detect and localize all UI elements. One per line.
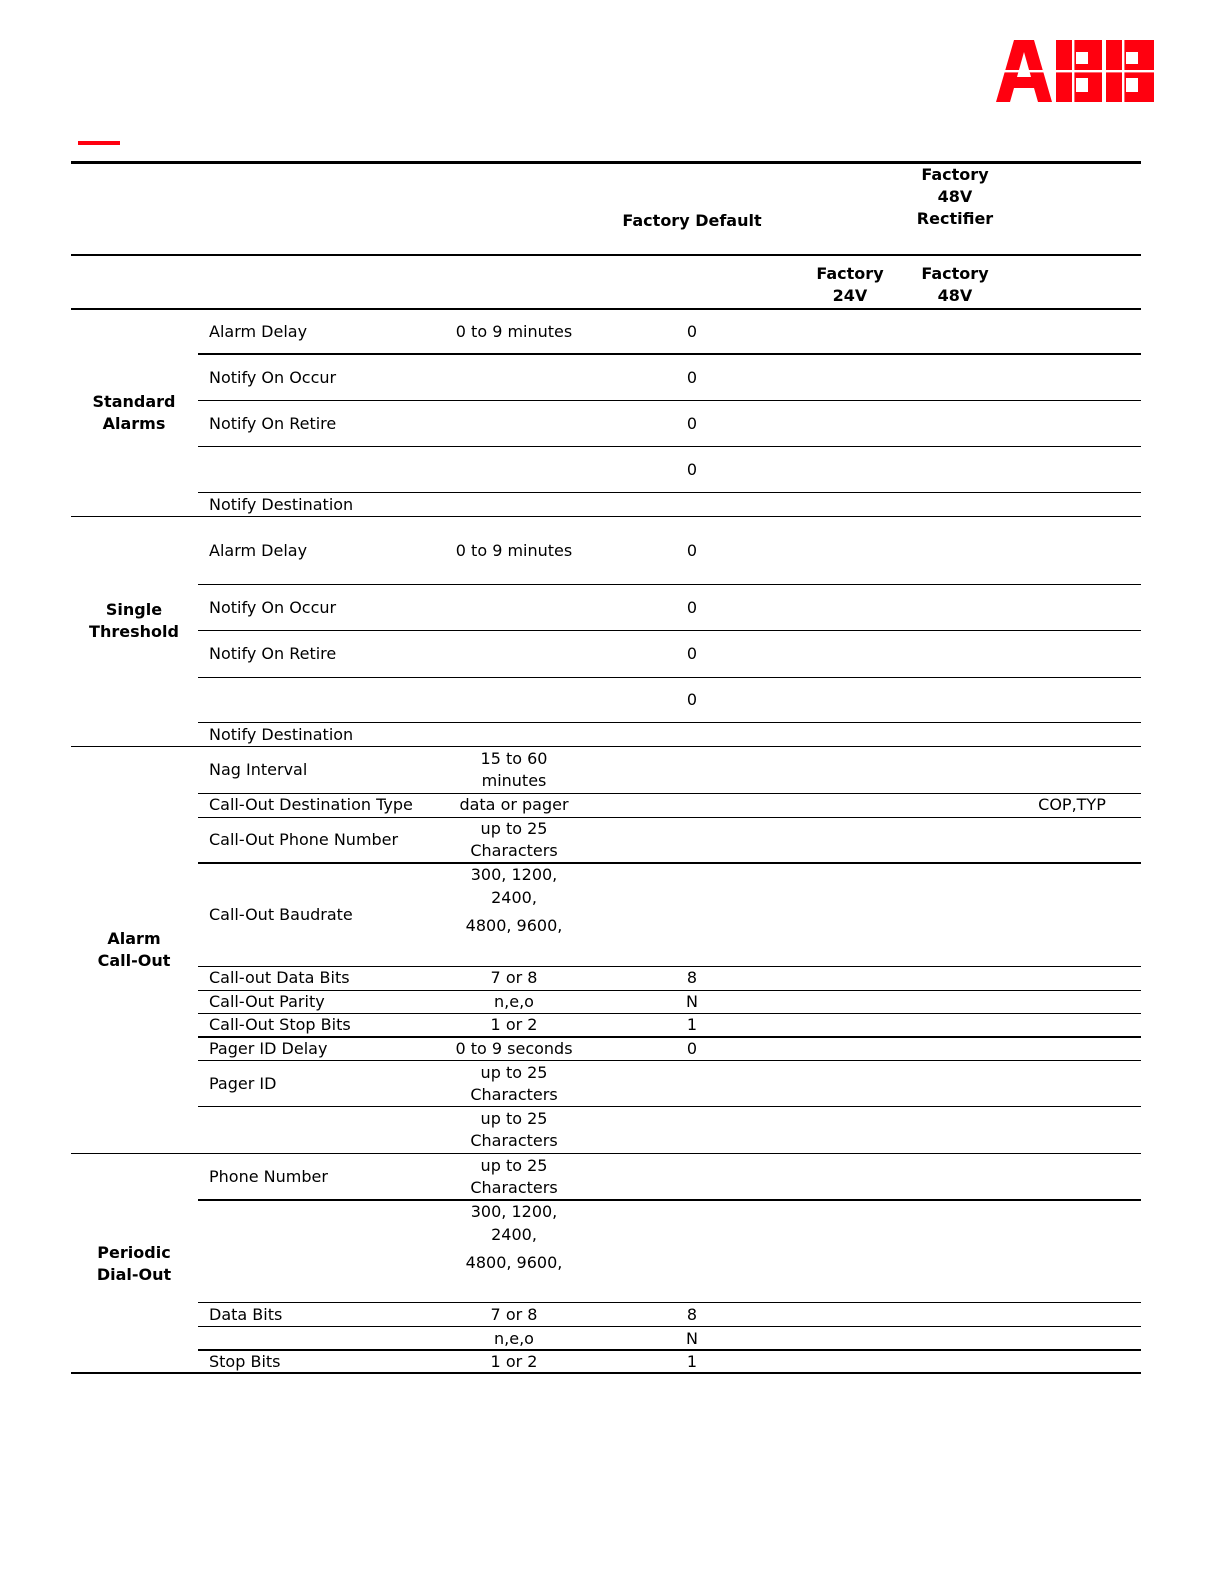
row-rule xyxy=(198,400,1141,401)
range-value: 7 or 8 xyxy=(490,1305,538,1324)
range-value: 0 to 9 minutes xyxy=(455,541,573,560)
default-value: 0 xyxy=(686,322,698,341)
default-value: N xyxy=(686,1329,698,1348)
param-label: Pager ID Delay xyxy=(209,1039,328,1058)
range-value: 1 or 2 xyxy=(490,1352,538,1371)
extra-value: COP,TYP xyxy=(1038,795,1106,814)
section-rule xyxy=(71,516,1141,517)
row-rule xyxy=(198,492,1141,493)
row-rule xyxy=(198,1106,1141,1107)
section-title-alarm-callout: Alarm Call-Out xyxy=(97,929,171,970)
param-label: Nag Interval xyxy=(209,760,308,779)
row-rule xyxy=(198,1349,1141,1351)
abb-logo xyxy=(996,40,1156,104)
param-label: Call-Out Destination Type xyxy=(209,795,413,814)
param-label: Notify Destination xyxy=(209,495,354,514)
param-label: Phone Number xyxy=(209,1167,328,1186)
param-label: Notify On Retire xyxy=(209,414,337,433)
default-value: 0 xyxy=(686,690,698,709)
param-label: Stop Bits xyxy=(209,1352,281,1371)
section-title-single-threshold: Single Threshold xyxy=(89,600,179,641)
header-factory-48v: Factory 48V xyxy=(921,264,989,305)
section-title-periodic-dialout: Periodic Dial-Out xyxy=(96,1243,172,1284)
range-value: 0 to 9 minutes xyxy=(455,322,573,341)
param-label: Notify On Occur xyxy=(209,598,337,617)
range-value: 7 or 8 xyxy=(490,968,538,987)
range-value: n,e,o xyxy=(494,1329,534,1348)
param-label: Call-Out Phone Number xyxy=(209,830,399,849)
section-title-standard-alarms: Standard Alarms xyxy=(92,392,176,433)
param-label: Call-Out Parity xyxy=(209,992,325,1011)
header-rule xyxy=(71,254,1141,256)
row-rule xyxy=(198,1060,1141,1061)
section-rule xyxy=(71,746,1141,747)
default-value: 0 xyxy=(686,644,698,663)
default-value: N xyxy=(686,992,698,1011)
range-value: 4800, 9600, xyxy=(465,1253,563,1272)
row-rule xyxy=(198,584,1141,585)
range-value: 15 to 60 minutes xyxy=(480,749,548,790)
row-rule xyxy=(198,817,1141,818)
row-rule xyxy=(198,1036,1141,1038)
param-label: Call-out Data Bits xyxy=(209,968,350,987)
row-rule xyxy=(198,446,1141,447)
param-label: Alarm Delay xyxy=(209,322,308,341)
default-value: 0 xyxy=(686,541,698,560)
default-value: 8 xyxy=(686,1305,698,1324)
range-value: 4800, 9600, xyxy=(465,916,563,935)
param-label: Call-Out Stop Bits xyxy=(209,1015,351,1034)
range-value: up to 25 Characters xyxy=(470,819,558,860)
default-value: 0 xyxy=(686,1039,698,1058)
subheader-rule xyxy=(71,308,1141,310)
default-value: 0 xyxy=(686,414,698,433)
range-value: up to 25 Characters xyxy=(470,1063,558,1104)
param-label: Notify On Retire xyxy=(209,644,337,663)
default-value: 1 xyxy=(686,1352,698,1371)
row-rule xyxy=(198,862,1141,864)
param-label: Data Bits xyxy=(209,1305,283,1324)
row-rule xyxy=(198,1199,1141,1201)
range-value: 1 or 2 xyxy=(490,1015,538,1034)
range-value: up to 25 Characters xyxy=(470,1109,558,1150)
range-value: 0 to 9 seconds xyxy=(455,1039,573,1058)
abb-logo-icon xyxy=(996,40,1156,104)
default-value: 8 xyxy=(686,968,698,987)
default-value: 0 xyxy=(686,368,698,387)
default-value: 0 xyxy=(686,598,698,617)
row-rule xyxy=(198,630,1141,631)
default-value: 1 xyxy=(686,1015,698,1034)
row-rule xyxy=(198,990,1141,991)
param-label: Alarm Delay xyxy=(209,541,308,560)
row-rule xyxy=(198,677,1141,678)
accent-bar xyxy=(78,141,120,145)
header-factory-default: Factory Default xyxy=(622,211,762,230)
row-rule xyxy=(198,722,1141,723)
range-value: n,e,o xyxy=(494,992,534,1011)
row-rule xyxy=(198,1326,1141,1327)
param-label: Notify On Occur xyxy=(209,368,337,387)
row-rule xyxy=(198,353,1141,355)
param-label: Call-Out Baudrate xyxy=(209,905,353,924)
param-label: Pager ID xyxy=(209,1074,277,1093)
range-value: 2400, xyxy=(491,1225,537,1244)
range-value: 2400, xyxy=(491,888,537,907)
range-value: 300, 1200, xyxy=(470,865,558,884)
range-value: up to 25 Characters xyxy=(470,1156,558,1197)
range-value: data or pager xyxy=(459,795,569,814)
section-rule xyxy=(71,1153,1141,1154)
header-factory-24v: Factory 24V xyxy=(816,264,884,305)
param-label: Notify Destination xyxy=(209,725,354,744)
header-factory-48v-rectifier: Factory 48V Rectifier xyxy=(916,165,994,228)
default-value: 0 xyxy=(686,460,698,479)
row-rule xyxy=(198,1302,1141,1303)
range-value: 300, 1200, xyxy=(470,1202,558,1221)
